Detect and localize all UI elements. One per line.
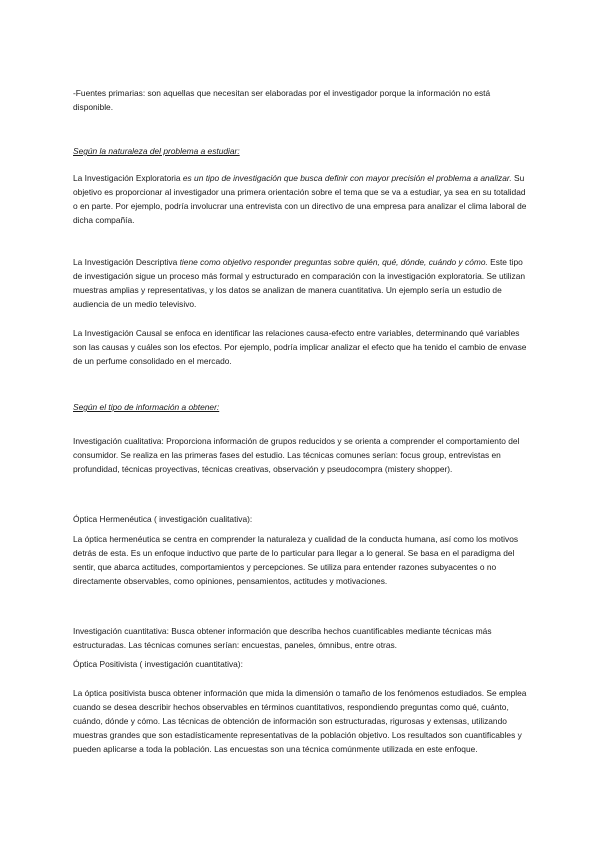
optica-positivista-body: La óptica positivista busca obtener información que mida la dimensión o tamaño de los fenómenos estudiados. Se emplea cuando se desea describir hechos observables en términos cuantitativos, respondiendo preguntas como qué, cuánto, cuándo, dónde y cómo. Las técnicas de obtención de información son estructuradas, rigurosas y extensas, utilizando muestras grandes que son estadísticamente representativas de la población objetivo. Los resultados son cuantificables y pueden aplicarse a toda la población. Las encuestas son una técnica comúnmente utilizada en este enfoque. <box>73 688 527 754</box>
descriptiva-italic: tiene como objetivo responder preguntas sobre quién, qué, dónde, cuándo y cómo. <box>179 257 488 267</box>
optica-hermeneutica-body: La óptica hermenéutica se centra en comprender la naturaleza y cualidad de la conducta humana, así como los motivos detrás de esta. Es un enfoque inductivo que parte de lo particular para llegar a lo general. Se basa en el paradigma del sentir, que abarca actitudes, comportamientos y percepciones. Se utiliza para entender razones subyacentes o no directamente observables, como opiniones, pensamientos, actitudes y motivaciones. <box>73 534 519 586</box>
exploratoria-rest: Su objetivo es proporcionar al investigador una primera orientación sobre el tema que se va a estudiar, ya sea en su totalidad o en parte. Por ejemplo, podría involucrar una entrevista con un directivo de una empresa para analizar el clima laboral de dicha compañía. <box>73 173 527 225</box>
fuentes-primarias-paragraph: -Fuentes primarias: son aquellas que necesitan ser elaboradas por el investigador porque la información no está disponible. <box>73 88 491 112</box>
optica-hermeneutica-title: Óptica Hermenéutica ( investigación cualitativa): <box>73 514 253 524</box>
heading-tipo: Según el tipo de información a obtener: <box>73 402 220 412</box>
exploratoria-italic: es un tipo de investigación que busca definir con mayor precisión el problema a analizar. <box>182 173 512 183</box>
descriptiva-lead: La Investigación Descriptiva <box>73 257 180 267</box>
optica-positivista-title: Óptica Positivista ( investigación cuantitativa): <box>73 659 243 669</box>
heading-naturaleza: Según la naturaleza del problema a estudiar: <box>73 146 240 156</box>
exploratoria-lead: La Investigación Exploratoria <box>73 173 183 183</box>
exploratoria-paragraph <box>73 171 531 227</box>
cuantitativa-paragraph: Investigación cuantitativa: Busca obtener información que describa hechos cuantificables mediante técnicas más estructuradas. Las técnicas comunes serían: encuestas, paneles, ómnibus, entre otras. <box>73 626 492 650</box>
cualitativa-paragraph: Investigación cualitativa: Proporciona información de grupos reducidos y se orienta a comprender el comportamiento del consumidor. Se realiza en las primeras fases del estudio. Las técnicas comunes serían: focus group, entrevistas en profundidad, técnicas proyectivas, técnicas creativas, observación y pseudocompra (mistery shopper). <box>73 436 520 474</box>
descriptiva-rest: Este tipo de investigación sigue un proceso más formal y estructurado en comparación con la investigación exploratoria. Se utilizan muestras amplias y representativas, y los datos se analizan de manera cuantitativa. Un ejemplo sería un estudio de audiencia de un medio televisivo. <box>73 257 526 309</box>
descriptiva-paragraph <box>73 255 531 311</box>
causal-paragraph: La Investigación Causal se enfoca en identificar las relaciones causa-efecto entre variables, determinando qué variables son las causas y cuáles son los efectos. Por ejemplo, podría implicar analizar el efecto que ha tenido el cambio de envase de un perfume consolidado en el mercado. <box>73 328 527 366</box>
